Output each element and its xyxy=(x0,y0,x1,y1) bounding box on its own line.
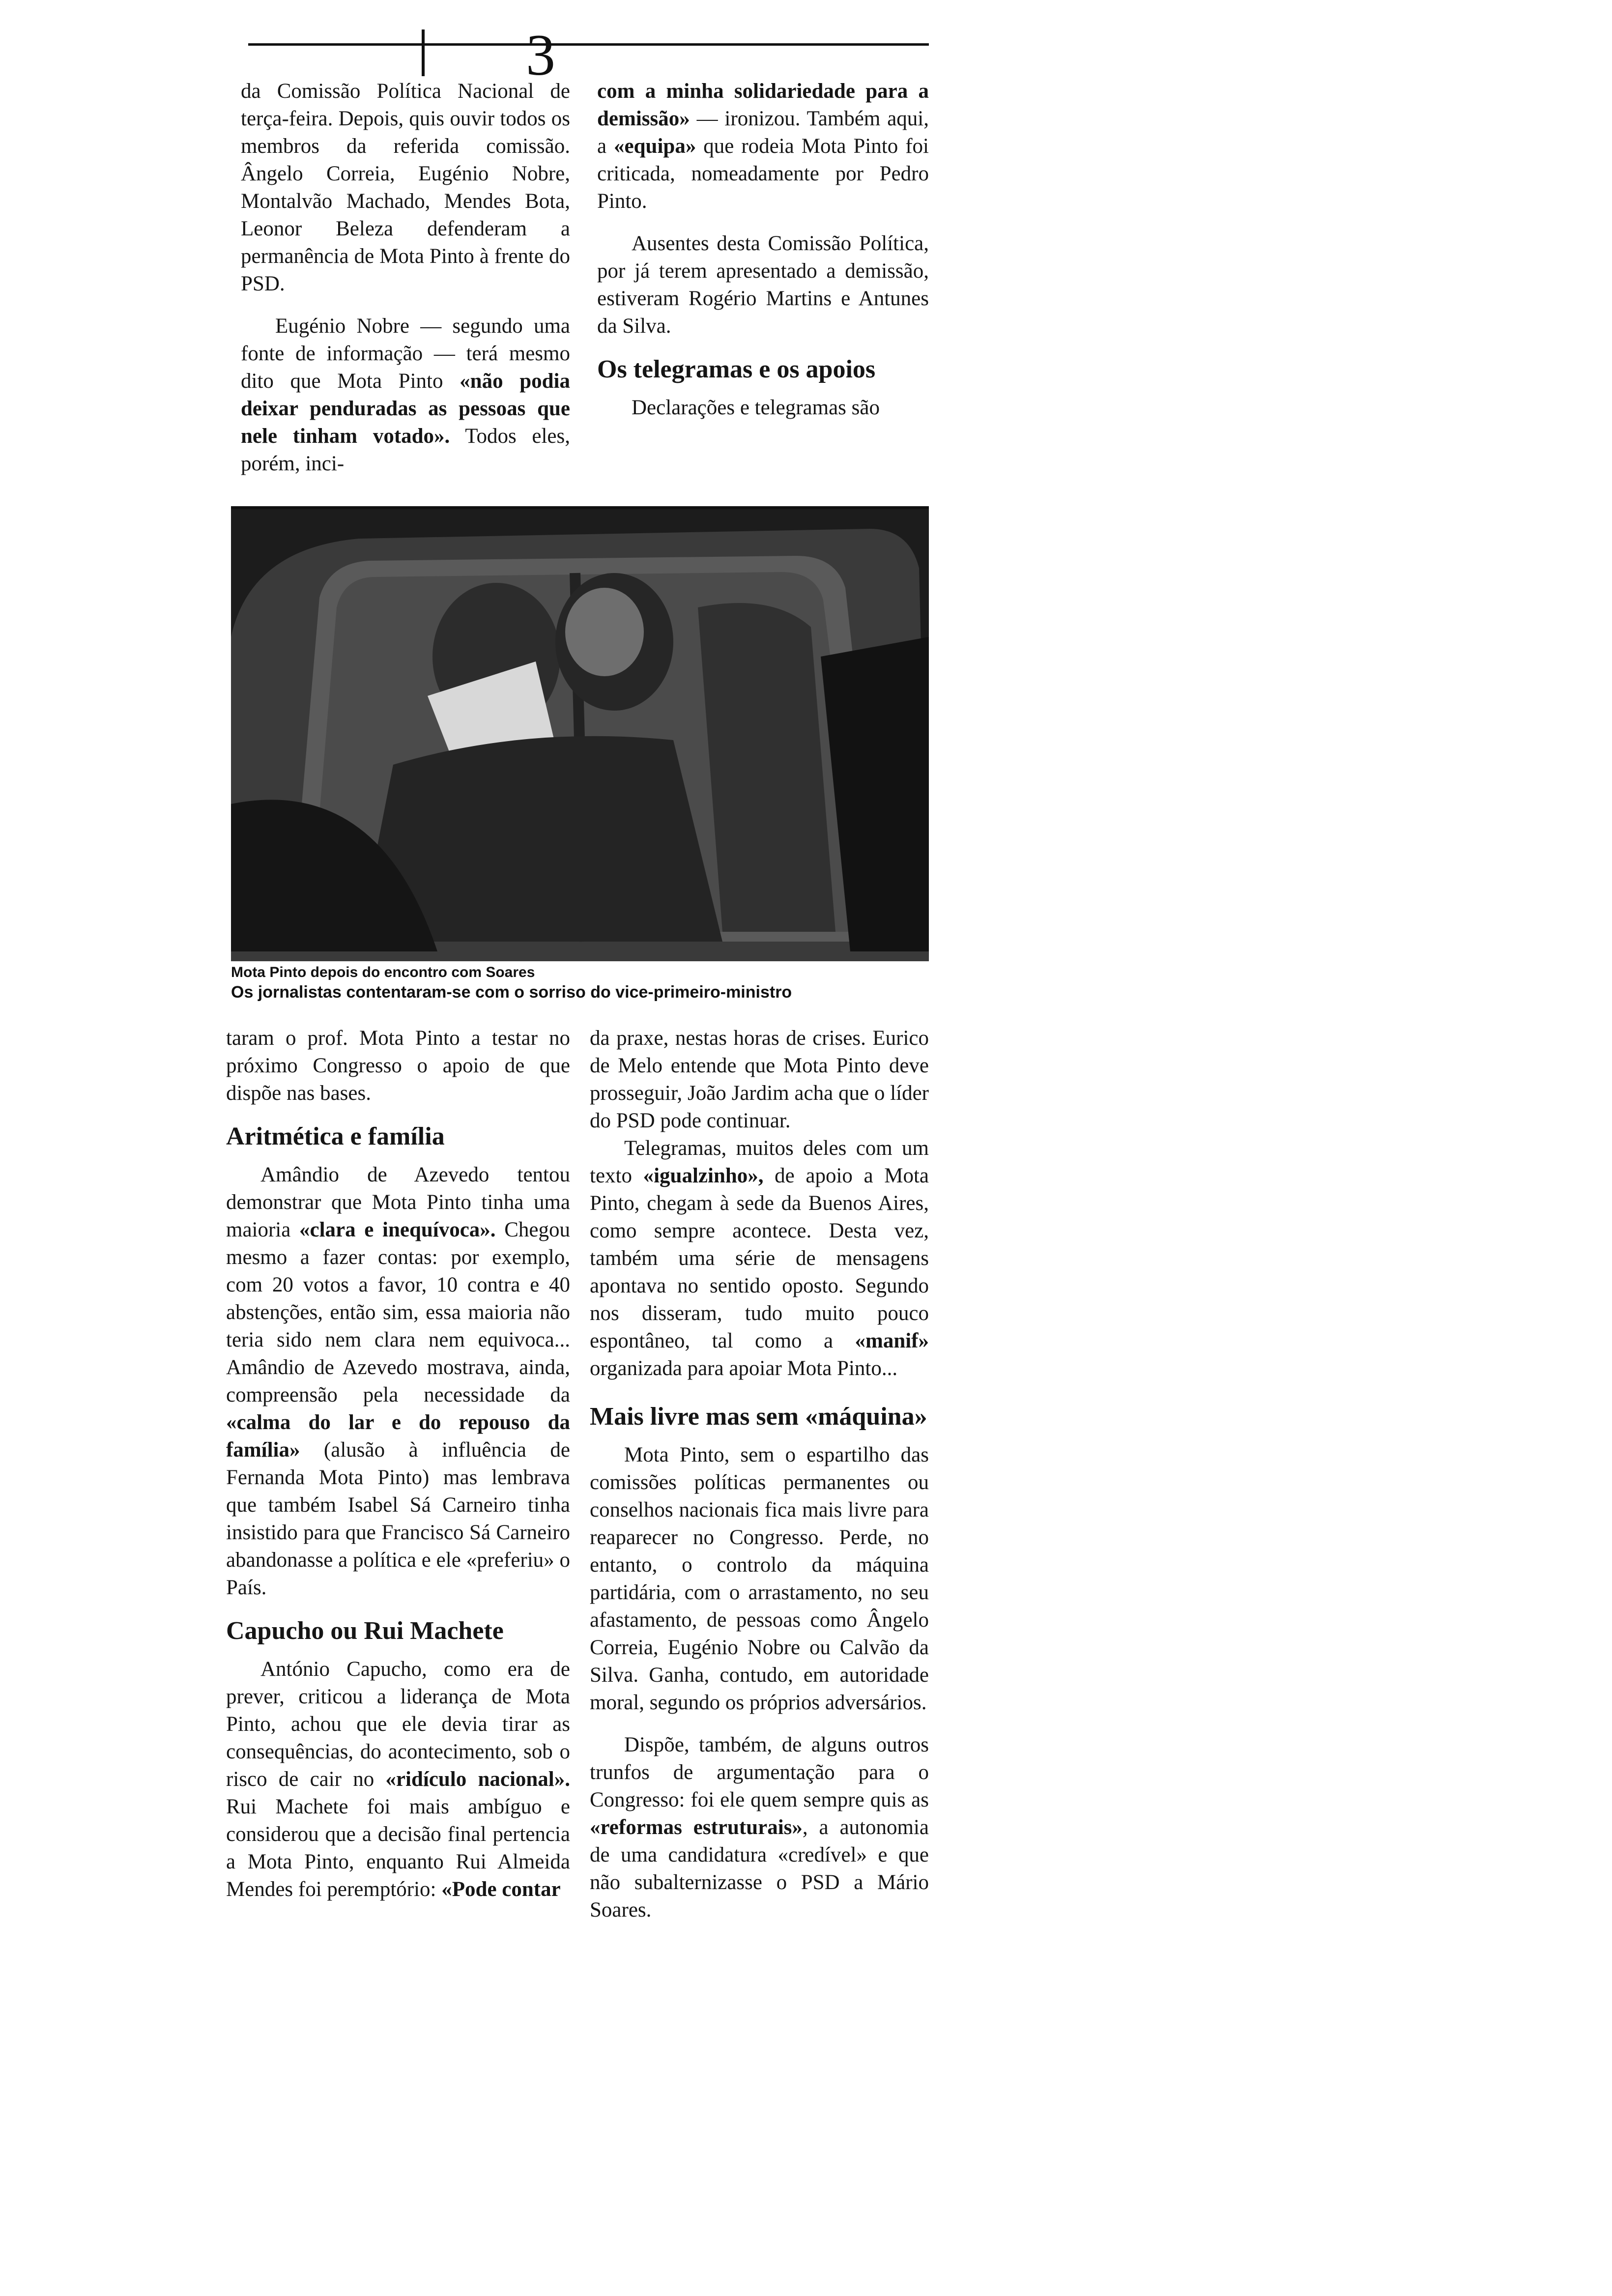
column-right-bottom xyxy=(590,1025,929,1924)
quote: «reformas estruturais» xyxy=(590,1816,803,1839)
column-left-top xyxy=(241,78,570,478)
paragraph: Mota Pinto, sem o espartilho das comissões políticas permanentes ou conselhos nacionais fica mais livre para reaparecer no Congresso. Perde, no entanto, o controlo da máquina partidária, com o arrastamento, no seu afastamento, de pessoas como Ângelo Correia, Eugénio Nobre ou Calvão da Silva. Ganha, contudo, em autoridade moral, segundo os próprios adversários. xyxy=(590,1443,929,1714)
news-photo xyxy=(231,506,929,961)
text-run: Rui Machete foi mais ambíguo e considerou que a decisão final pertencia a Mota Pinto, enquanto Rui Almeida Mendes foi peremptório: xyxy=(226,1795,570,1901)
section-heading: Aritmética e família xyxy=(226,1122,445,1150)
photo-caption: Os jornalistas contentaram-se com o sorriso do vice-primeiro-ministro xyxy=(231,983,792,1002)
quote: «calma do lar e do repouso da família» xyxy=(226,1411,570,1462)
text-run: Todos eles, porém, inci- xyxy=(241,425,571,475)
text-run: — ironizou. Também aqui, a xyxy=(597,107,929,158)
quote: «clara e inequívoca». xyxy=(299,1218,496,1241)
text-run: , a autonomia de uma candidatura «credível» e que não subalternizasse o PSD a Mário Soares. xyxy=(590,1816,929,1922)
text-run: organizada para apoiar Mota Pinto... xyxy=(590,1357,898,1380)
quote: «ridículo nacional». xyxy=(385,1768,571,1791)
section-heading: Mais livre mas sem «máquina» xyxy=(590,1403,927,1431)
text-run: que rodeia Mota Pinto foi criticada, nomeadamente por Pedro Pinto. xyxy=(597,135,929,213)
paragraph: Declarações e telegramas são xyxy=(632,396,880,419)
text-run: Dispõe, também, de alguns outros trunfos de argumentação para o Congresso: foi ele quem sempre quis as xyxy=(590,1733,929,1811)
quote: «equipa» xyxy=(614,135,696,158)
text-run: Telegramas, muitos deles com um texto xyxy=(590,1137,929,1187)
paragraph xyxy=(241,313,570,478)
paragraph: Ausentes desta Comissão Política, por já terem apresentado a demissão, estiveram Rogério Martins e Antunes da Silva. xyxy=(597,232,929,338)
quote: com a minha solidariedade para a demissão» xyxy=(597,80,929,130)
paragraph xyxy=(597,78,929,215)
photo-caption-title: Mota Pinto depois do encontro com Soares xyxy=(231,964,535,980)
paragraph: taram o prof. Mota Pinto a testar no próximo Congresso o apoio de que dispõe nas bases. xyxy=(226,1027,570,1105)
paragraph: da Comissão Política Nacional de terça-feira. Depois, quis ouvir todos os membros da referida comissão. Ângelo Correia, Eugénio Nobre, Montalvão Machado, Mendes Bota, Leonor Beleza defenderam a permanência de Mota Pinto à frente do PSD. xyxy=(241,80,570,295)
section-heading: Capucho ou Rui Machete xyxy=(226,1617,504,1645)
quote: «não podia deixar penduradas as pessoas que nele tinham votado». xyxy=(241,370,570,448)
top-rule xyxy=(248,43,929,46)
paragraph xyxy=(226,1656,570,1903)
text-run: António Capucho, como era de prever, criticou a liderança de Mota Pinto, achou que ele devia tirar as consequências, do acontecimento, sob o risco de cair no xyxy=(226,1658,570,1791)
text-run: Chegou mesmo a fazer contas: por exemplo, com 20 votos a favor, 10 contra e 40 abstenções, então sim, essa maioria não teria sido nem clara nem equivoca... Amândio de Azevedo mostrava, ainda, compreensão pela necessidade da xyxy=(226,1218,570,1406)
paragraph xyxy=(590,1135,929,1382)
paragraph xyxy=(226,1161,570,1602)
quote: «igualzinho», xyxy=(643,1164,764,1187)
page-mark-stroke xyxy=(422,29,425,76)
column-left-bottom xyxy=(226,1025,570,1903)
text-run: (alusão à influência de Fernanda Mota Pinto) mas lembrava que também Isabel Sá Carneiro tinha insistido para que Francisco Sá Carneiro abandonasse a política e ele «preferiu» o País. xyxy=(226,1438,570,1599)
text-run: Amândio de Azevedo tentou demonstrar que Mota Pinto tinha uma maioria xyxy=(226,1163,570,1241)
text-run: Eugénio Nobre — segundo uma fonte de informação — terá mesmo dito que Mota Pinto xyxy=(241,315,570,393)
text-run: de apoio a Mota Pinto, chegam à sede da Buenos Aires, como sempre acontece. Desta vez, também uma série de mensagens apontava no sentido oposto. Segundo nos disseram, tudo muito pouco espontâneo, tal como a xyxy=(590,1164,929,1352)
paragraph xyxy=(590,1731,929,1924)
car-window-photo xyxy=(231,509,929,961)
quote: «Pode contar xyxy=(441,1878,561,1901)
quote: «manif» xyxy=(855,1329,929,1352)
paragraph: da praxe, nestas horas de crises. Eurico de Melo entende que Mota Pinto deve prosseguir, João Jardim acha que o líder do PSD pode continuar. xyxy=(590,1027,929,1132)
section-heading: Os telegramas e os apoios xyxy=(597,355,876,383)
page-number: 3 xyxy=(526,22,555,87)
column-right-top xyxy=(597,78,929,422)
